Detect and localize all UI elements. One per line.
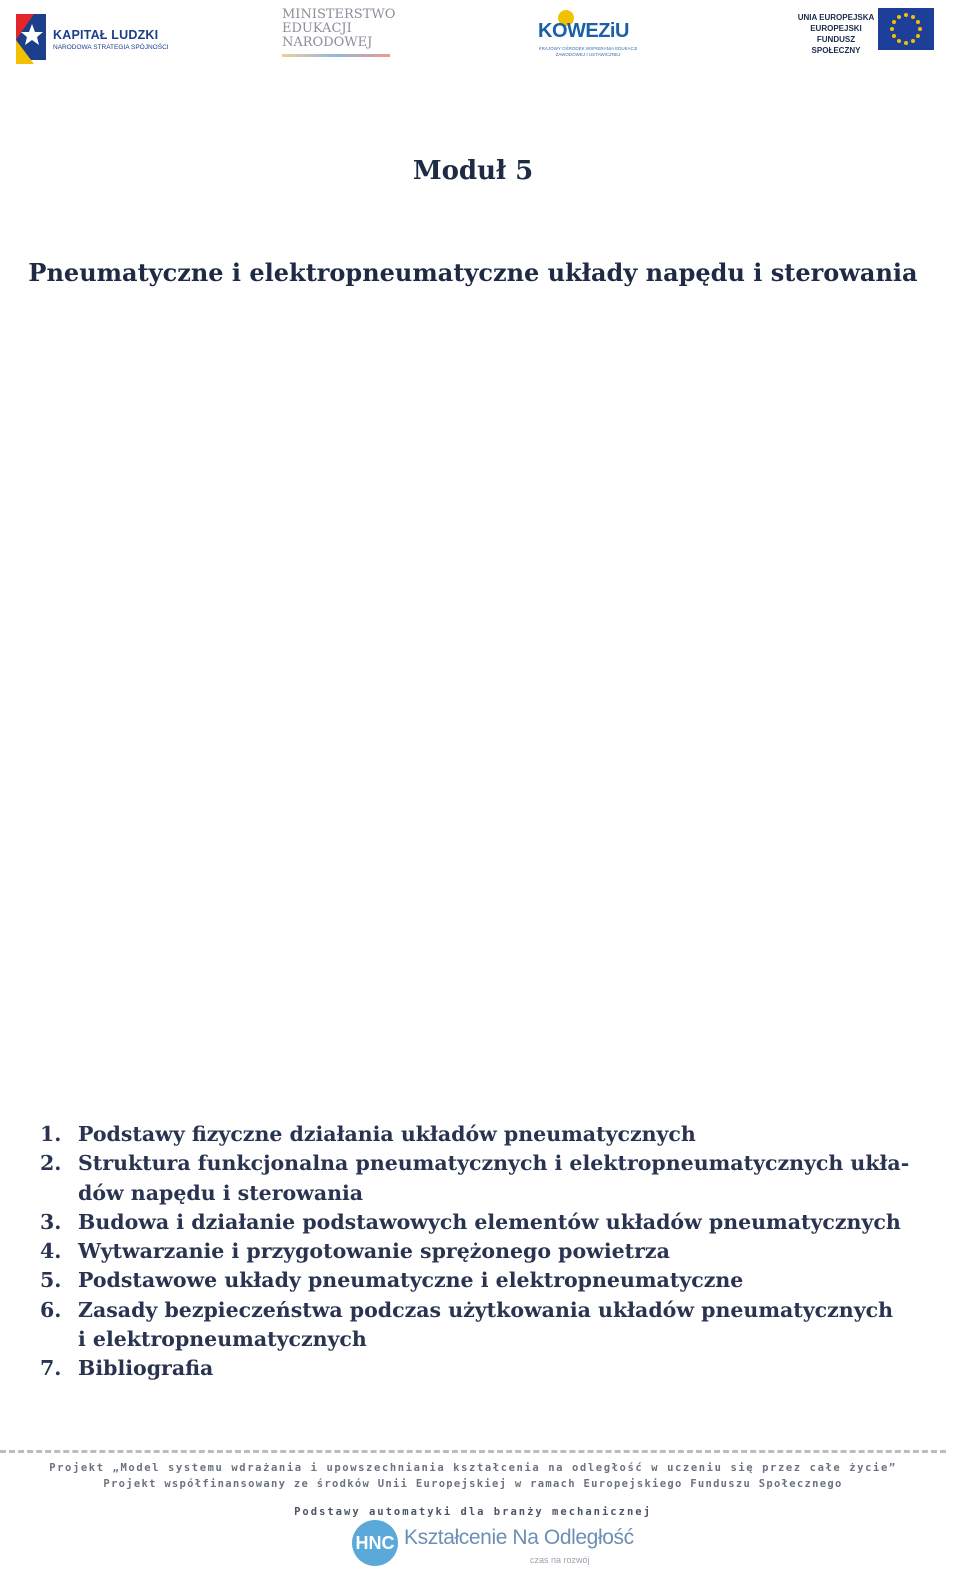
ministerstwo-line-2: EDUKACJI (282, 21, 352, 36)
eu-flag-icon (878, 8, 934, 50)
ministerstwo-line-3: NARODOWEJ (282, 35, 373, 50)
module-number: Moduł 5 (412, 156, 534, 186)
toc-item-number: 7. (40, 1356, 62, 1381)
footer-divider (0, 1450, 946, 1453)
toc-item-text: Budowa i działanie podstawowych elementów układów pneumatycznych (78, 1209, 901, 1234)
toc-item-number: 2. (40, 1151, 62, 1176)
toc-item-text: Wytwarzanie i przygotowanie sprężonego powietrza (78, 1239, 670, 1264)
ue-efs-logo (796, 8, 936, 58)
toc-item (40, 1120, 920, 1149)
toc-item (40, 1149, 920, 1208)
toc-item-text: Podstawy fizyczne działania układów pneumatycznych (78, 1122, 696, 1146)
module-title: Pneumatyczne i elektropneumatyczne układy napędu i sterowania (28, 258, 918, 287)
toc-item (40, 1354, 920, 1383)
kapital-ludzki-logo (12, 8, 182, 66)
kapital-ludzki-emblem-icon (12, 10, 50, 64)
toc-item-number: 4. (40, 1239, 62, 1264)
ue-line-1: UNIA EUROPEJSKA (797, 13, 875, 22)
toc-item-number: 1. (40, 1122, 62, 1146)
toc-item-number: 6. (40, 1297, 62, 1322)
hnc-mark-icon: HNC (352, 1520, 398, 1566)
footer-course-title: Podstawy automatyki dla branży mechanicznej (294, 1506, 652, 1518)
toc-item (40, 1237, 920, 1266)
toc-item-text: Bibliografia (78, 1356, 214, 1381)
toc-item-text: Zasady bezpieczeństwa podczas użytkowania układów pneumatycznych i elektropneumatycznych (78, 1297, 893, 1352)
ministerstwo-logo (282, 8, 402, 60)
toc-item (40, 1296, 920, 1355)
ue-line-3: FUNDUSZ SPOŁECZNY (811, 35, 861, 55)
ministerstwo-line-1: MINISTERSTWO (282, 7, 396, 22)
toc-item (40, 1208, 920, 1237)
toc-item-text: Podstawowe układy pneumatyczne i elektropneumatyczne (78, 1268, 744, 1293)
kapital-ludzki-title: KAPITAŁ LUDZKI (53, 28, 159, 42)
ue-line-2: EUROPEJSKI (810, 24, 862, 33)
hnc-logo (352, 1520, 634, 1580)
table-of-contents (40, 1120, 920, 1384)
toc-item-text: Struktura funkcjonalna pneumatycznych i elektropneumatycznych ukła- dów napędu i sterowania (78, 1151, 910, 1205)
hnc-logo-text: Kształcenie Na Odległość (404, 1526, 634, 1549)
toc-item-number: 5. (40, 1268, 62, 1293)
footer-project-line: Projekt „Model systemu wdrażania i upowszechniania kształcenia na odległość w uczeniu się przez całe życie” (49, 1462, 897, 1474)
kapital-ludzki-subtitle: NARODOWA STRATEGIA SPÓJNOŚCI (53, 44, 169, 51)
toc-item (40, 1266, 920, 1295)
footer-funding-line: Projekt współfinansowany ze środków Unii Europejskiej w ramach Europejskiego Funduszu Społecznego (103, 1478, 843, 1490)
ue-efs-text (796, 12, 876, 56)
toc-item-number: 3. (40, 1209, 62, 1234)
koweziu-subtitle: KRAJOWY OŚRODEK WSPIERANIA EDUKACJI ZAWODOWEJ I USTAWICZNEJ (538, 46, 638, 57)
hnc-logo-tagline: czas na rozwój (530, 1555, 590, 1565)
ministerstwo-underline (282, 54, 390, 57)
koweziu-logo (538, 8, 648, 63)
koweziu-name: KOWEZiU (538, 20, 629, 42)
